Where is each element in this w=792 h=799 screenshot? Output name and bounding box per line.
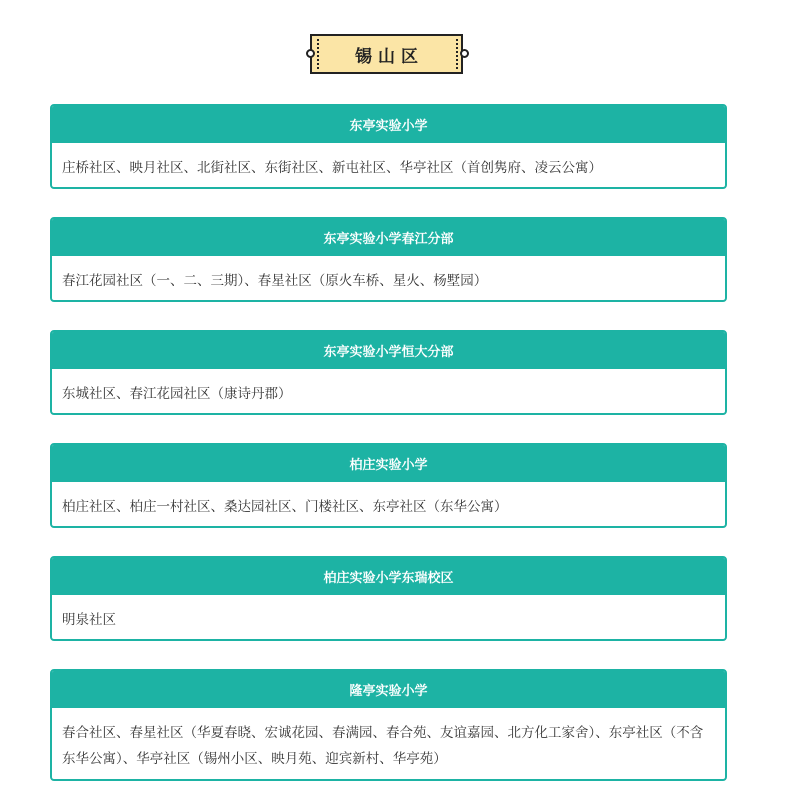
left-dotted-border [317,39,319,69]
right-dotted-border [456,39,458,69]
school-areas: 明泉社区 [62,612,116,628]
school-name: 东亭实验小学恒大分部 [52,332,725,369]
school-areas: 春江花园社区（一、二、三期）、春星社区（原火车桥、星火、杨墅园） [62,273,488,289]
district-title: 锡山区 [355,46,424,67]
school-areas: 东城社区、春江花园社区（康诗丹郡） [62,386,292,402]
school-areas: 柏庄社区、柏庄一村社区、桑达园社区、门楼社区、东亭社区（东华公寓） [62,499,508,515]
school-name: 东亭实验小学春江分部 [52,219,725,256]
school-name: 柏庄实验小学东瑞校区 [52,558,725,595]
school-card-4 [50,443,727,528]
school-name: 隆亭实验小学 [52,671,725,708]
school-name: 柏庄实验小学 [52,445,725,482]
school-areas: 春合社区、春星社区（华夏春晓、宏诚花园、春满园、春合苑、友谊嘉园、北方化工家舍）、东亭社区（不含东华公寓）、华亭社区（锡州小区、映月苑、迎宾新村、华亭苑） [62,725,704,767]
school-name: 东亭实验小学 [52,106,725,143]
district-title-box [310,34,463,74]
right-ring-ornament [460,49,469,58]
school-card-2 [50,217,727,302]
school-card-1 [50,104,727,189]
school-card-6 [50,669,727,781]
school-card-3 [50,330,727,415]
left-ring-ornament [306,49,315,58]
school-card-5 [50,556,727,641]
district-title-banner [305,32,470,78]
school-areas: 庄桥社区、映月社区、北街社区、东街社区、新屯社区、华亭社区（首创隽府、凌云公寓） [62,160,602,176]
